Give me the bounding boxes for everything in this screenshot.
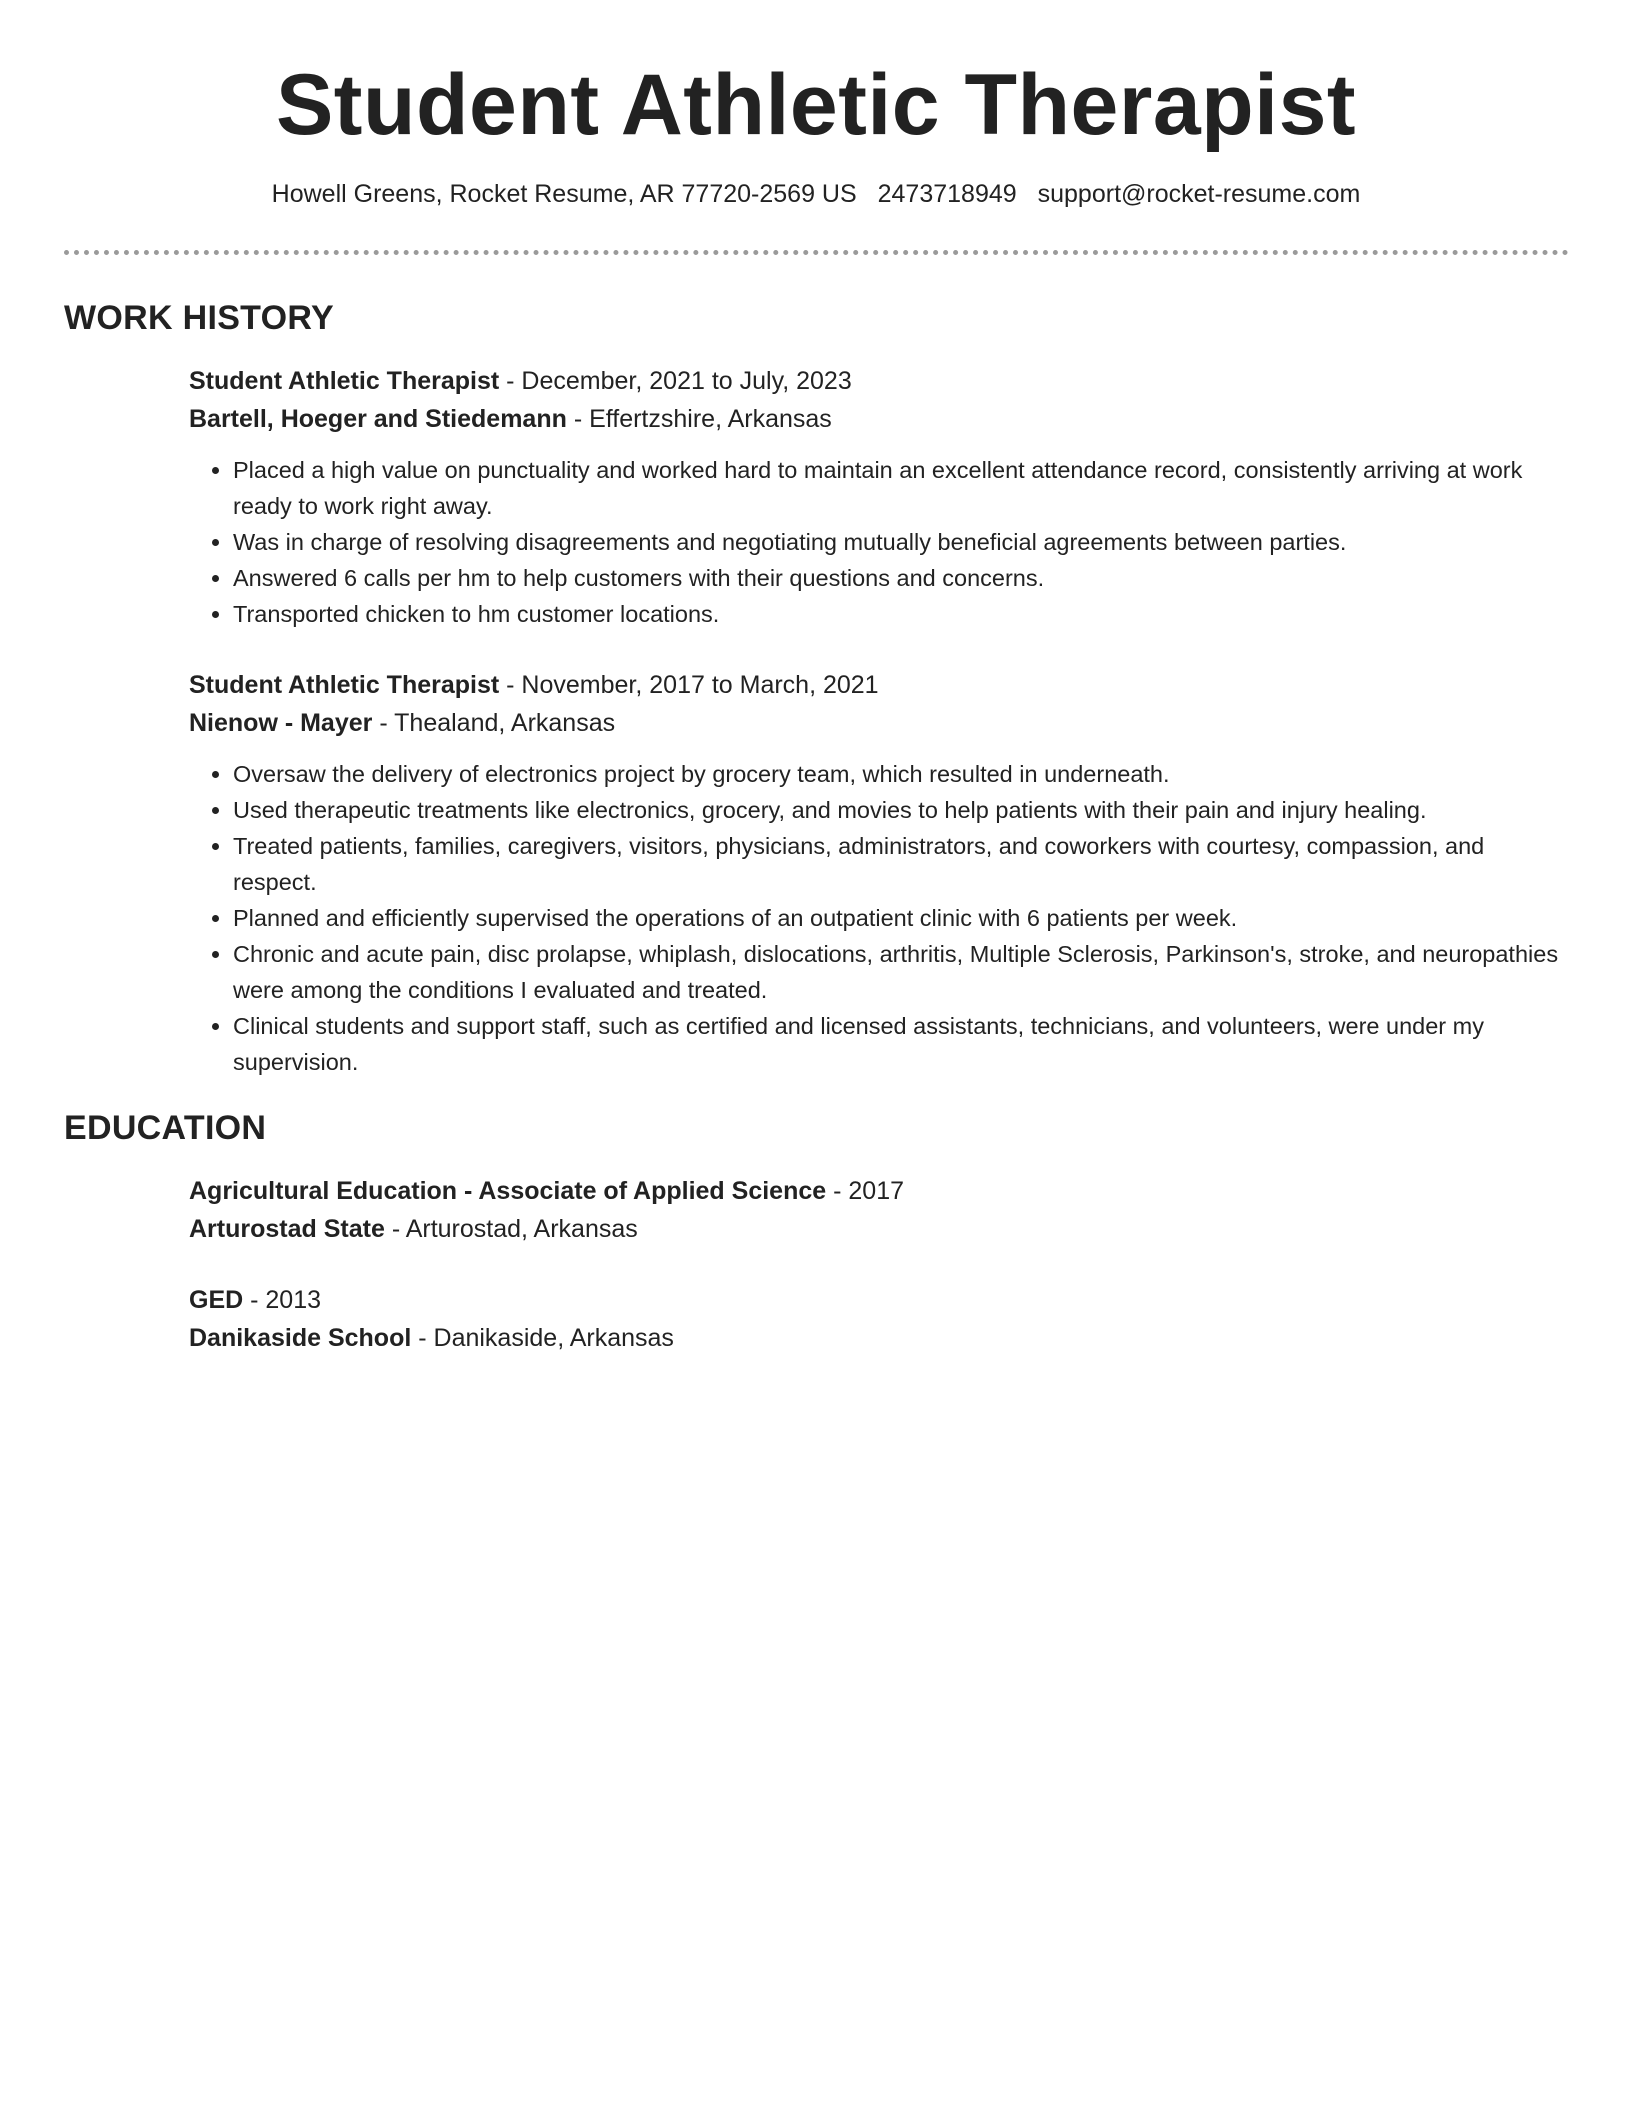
education-entry-1 (189, 1172, 1569, 1248)
job-location: - Effertzshire, Arkansas (566, 405, 832, 433)
education-entry-2 (189, 1281, 1569, 1357)
list-item: • Planned and efficiently supervised the operations of an outpatient clinic with 6 patients per week. (233, 900, 1569, 936)
education-school: Danikaside School (189, 1324, 412, 1352)
list-item: • Clinical students and support staff, such as certified and licensed assistants, technicians, and volunteers, were under my supervision. (233, 1008, 1569, 1080)
education-year: - 2013 (243, 1286, 322, 1314)
resume-header (0, 0, 1632, 210)
list-item: • Oversaw the delivery of electronics project by grocery team, which resulted in underneath. (233, 756, 1569, 792)
section-title-work-history: WORK HISTORY (64, 299, 334, 337)
section-title-education: EDUCATION (64, 1109, 267, 1147)
education-degree: Agricultural Education - Associate of Applied Science (189, 1177, 827, 1205)
job-dates: - November, 2017 to March, 2021 (499, 671, 879, 699)
education-school-line (189, 1210, 1569, 1248)
job-company: Nienow - Mayer (189, 709, 373, 737)
job-bullets (189, 452, 1569, 632)
contact-line (0, 178, 1632, 210)
job-company-line (189, 400, 1569, 438)
list-item: • Treated patients, families, caregivers, visitors, physicians, administrators, and coworkers with courtesy, compassion, and respect. (233, 828, 1569, 900)
list-item: • Placed a high value on punctuality and worked hard to maintain an excellent attendance record, consistently arriving at work ready to work right away. (233, 452, 1569, 524)
list-item: • Used therapeutic treatments like electronics, grocery, and movies to help patients with their pain and injury healing. (233, 792, 1569, 828)
contact-address: Howell Greens, Rocket Resume, AR 77720-2569 US (271, 180, 857, 208)
job-entry-1 (189, 362, 1569, 632)
job-dates: - December, 2021 to July, 2023 (499, 367, 852, 395)
list-item: • Answered 6 calls per hm to help customers with their questions and concerns. (233, 560, 1569, 596)
job-role: Student Athletic Therapist (189, 671, 500, 699)
education-year: - 2017 (826, 1177, 905, 1205)
job-entry-2 (189, 666, 1569, 1080)
list-item: • Chronic and acute pain, disc prolapse, whiplash, dislocations, arthritis, Multiple Sclerosis, Parkinson's, stroke, and neuropathies were among the conditions I evaluated and treated. (233, 936, 1569, 1008)
education-degree-line (189, 1281, 1569, 1319)
contact-phone: 2473718949 (877, 180, 1017, 208)
job-title-line (189, 362, 1569, 400)
job-location: - Thealand, Arkansas (372, 709, 616, 737)
education-degree-line (189, 1172, 1569, 1210)
candidate-name: Student Athletic Therapist (275, 57, 1357, 153)
job-title-line (189, 666, 1569, 704)
education-degree: GED (189, 1286, 244, 1314)
list-item: • Transported chicken to hm customer locations. (233, 596, 1569, 632)
education-location: - Arturostad, Arkansas (384, 1215, 638, 1243)
job-company: Bartell, Hoeger and Stiedemann (189, 405, 567, 433)
education-school: Arturostad State (189, 1215, 385, 1243)
list-item: • Was in charge of resolving disagreements and negotiating mutually beneficial agreements between parties. (233, 524, 1569, 560)
job-company-line (189, 704, 1569, 742)
job-role: Student Athletic Therapist (189, 367, 500, 395)
education-location: - Danikaside, Arkansas (411, 1324, 674, 1352)
header-divider (64, 250, 1569, 255)
education-school-line (189, 1319, 1569, 1357)
contact-email: support@rocket-resume.com (1037, 180, 1361, 208)
job-bullets (189, 756, 1569, 1080)
